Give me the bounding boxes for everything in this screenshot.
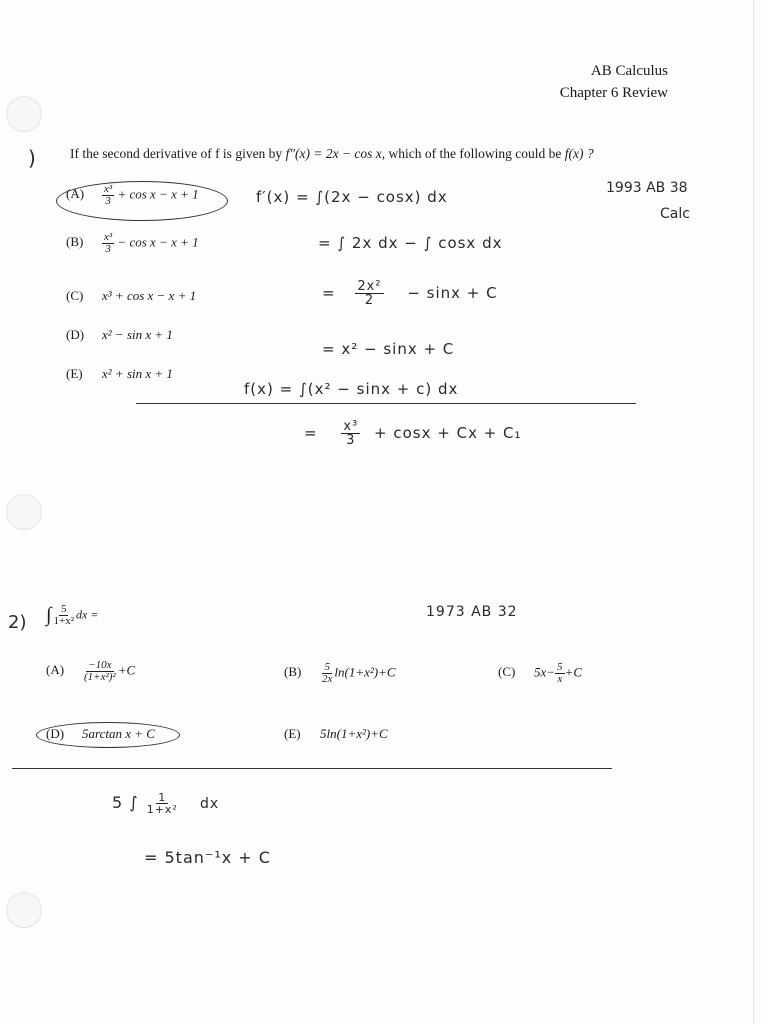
q1-option-c-label: (C) xyxy=(66,288,84,303)
q2-option-e-label: (E) xyxy=(284,726,301,741)
q1-option-e-text: x² + sin x + 1 xyxy=(102,366,173,381)
q1-option-e-label: (E) xyxy=(66,366,83,381)
q1-source-note: 1993 AB 38 xyxy=(606,180,688,196)
q2-option-b[interactable] xyxy=(284,662,396,685)
q2-option-b-den: 2x xyxy=(322,673,333,685)
q1-option-c[interactable] xyxy=(66,288,196,304)
q2-work-line1-fraction xyxy=(145,792,180,815)
q2-option-c-label: (C) xyxy=(498,664,516,680)
q1-number: ) xyxy=(28,146,36,170)
q1-option-d-text: x² − sin x + 1 xyxy=(102,327,173,342)
q2-option-c-rest: +C xyxy=(564,664,582,680)
q2-option-d-label: (D) xyxy=(46,726,65,741)
q1-work-line6-eq: = xyxy=(304,424,318,442)
q2-work-line2: = 5tan⁻¹x + C xyxy=(144,848,271,867)
q1-work-line3-rest: − sinx + C xyxy=(407,284,498,302)
q2-option-a-num: −10x xyxy=(88,659,112,671)
chapter-title: Chapter 6 Review xyxy=(559,85,668,101)
q1-work-line5: f(x) = ∫(x² − sinx + c) dx xyxy=(244,380,459,398)
q2-option-a-rest: +C xyxy=(117,662,136,678)
q2-option-b-fraction xyxy=(320,662,334,685)
q1-work-line1: f′(x) = ∫(2x − cosx) dx xyxy=(256,188,448,206)
q1-option-a-label: (A) xyxy=(66,186,85,202)
q1-option-b-rest: − cos x − x + 1 xyxy=(117,234,199,250)
q2-option-b-label: (B) xyxy=(284,664,302,680)
q1-work-line2: = ∫ 2x dx − ∫ cosx dx xyxy=(318,234,503,252)
q2-work-line1-lead: 5 ∫ xyxy=(112,793,139,812)
q2-option-e-text: 5ln(1+x²)+C xyxy=(320,726,388,741)
q2-separator-line xyxy=(12,768,612,769)
q1-work-line6-fraction xyxy=(341,420,360,447)
q1-option-a-fraction xyxy=(102,184,114,207)
q1-calc-note: Calc xyxy=(660,206,690,222)
q2-option-a-den: (1+x²)² xyxy=(84,671,116,683)
q1-option-a-num: x³ xyxy=(104,183,113,195)
q2-option-c-fraction xyxy=(555,662,565,685)
q1-work-line6 xyxy=(304,420,522,447)
q1-work-line3-eq: = xyxy=(322,284,336,302)
q1-work-line6-rest: + cosx + Cx + C₁ xyxy=(374,424,522,442)
q1-question xyxy=(70,146,594,162)
q1-question-tail: , which of the following could be xyxy=(381,146,565,161)
q2-option-d-text: 5arctan x + C xyxy=(82,726,155,741)
page-edge-shadow xyxy=(753,0,754,1024)
q1-option-a-rest: + cos x − x + 1 xyxy=(117,186,199,202)
q2-integrand-fraction xyxy=(51,604,76,627)
q2-work-line1 xyxy=(112,792,219,815)
q1-option-b-num: x³ xyxy=(104,231,113,243)
document-header xyxy=(560,60,668,104)
q1-question-end: f(x) ? xyxy=(564,146,594,161)
q1-option-c-text: x³ + cos x − x + 1 xyxy=(102,288,197,303)
q1-work-line6-num: x³ xyxy=(343,419,359,434)
q1-option-b-den: 3 xyxy=(105,243,111,255)
hole-punch-middle xyxy=(6,494,42,530)
q2-option-c[interactable] xyxy=(498,662,582,685)
hole-punch-bottom xyxy=(6,892,42,928)
q2-option-c-num: 5 xyxy=(557,661,563,673)
q2-number: 2) xyxy=(8,612,27,633)
q2-option-d[interactable] xyxy=(46,726,155,742)
q2-integral-sign: ∫ xyxy=(46,604,52,626)
q1-option-d[interactable] xyxy=(66,327,173,343)
q1-question-lead: If the second derivative of f is given by xyxy=(70,146,286,161)
q1-work-line3 xyxy=(322,280,498,307)
q1-option-b-label: (B) xyxy=(66,234,84,250)
q1-work-line4: = x² − sinx + C xyxy=(322,340,455,358)
q2-option-e[interactable] xyxy=(284,726,388,742)
q2-integrand-den: 1+x² xyxy=(53,615,74,627)
q2-option-a-fraction xyxy=(82,660,118,683)
q1-work-line6-den: 3 xyxy=(346,433,356,448)
q1-work-line3-fraction xyxy=(355,280,383,307)
q2-integrand-num: 5 xyxy=(60,603,67,615)
q2-option-a-label: (A) xyxy=(46,662,65,678)
q2-option-c-den: x xyxy=(557,673,563,685)
q2-option-a[interactable] xyxy=(46,660,135,683)
hole-punch-top xyxy=(6,96,42,132)
q2-source-note: 1973 AB 32 xyxy=(426,604,518,620)
q1-question-expr: f"(x) = 2x − cos x xyxy=(285,146,382,161)
q1-work-line3-den: 2 xyxy=(364,293,375,308)
q2-integrand-tail: dx = xyxy=(76,607,99,622)
q2-work-line1-num: 1 xyxy=(158,791,167,804)
q2-work-line1-den: 1+x² xyxy=(146,803,178,816)
q1-separator-line xyxy=(136,403,636,404)
q2-option-b-rest: ln(1+x²)+C xyxy=(334,664,396,680)
q1-option-a[interactable] xyxy=(66,184,199,207)
q2-work-line1-rest: dx xyxy=(199,796,220,812)
q1-option-e[interactable] xyxy=(66,366,173,382)
q1-option-b-fraction xyxy=(102,232,114,255)
q2-question xyxy=(46,604,98,627)
course-title: AB Calculus xyxy=(590,63,668,79)
q1-option-b[interactable] xyxy=(66,232,199,255)
q2-option-b-num: 5 xyxy=(324,661,330,673)
q1-option-d-label: (D) xyxy=(66,327,85,342)
q1-option-a-den: 3 xyxy=(105,195,111,207)
q1-work-line3-num: 2x² xyxy=(357,279,382,294)
q2-option-c-lead: 5x− xyxy=(534,664,556,680)
